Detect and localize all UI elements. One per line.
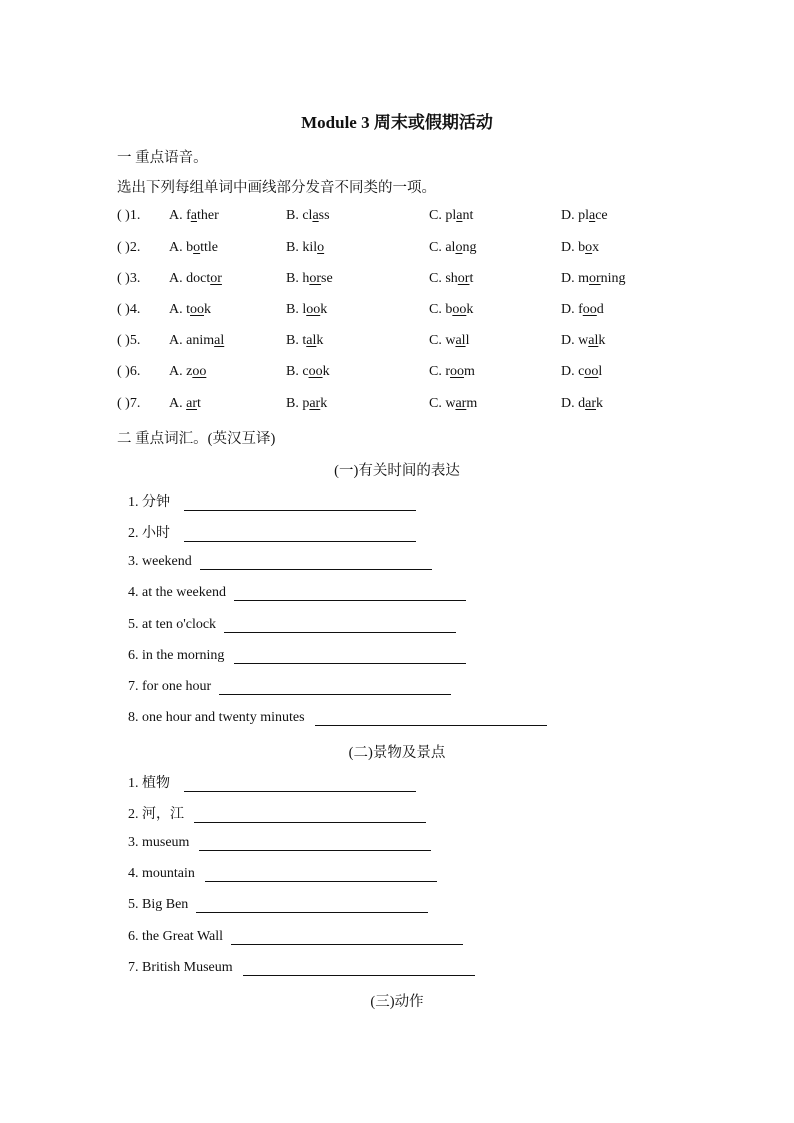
underlined-sound: al	[588, 333, 599, 348]
underlined-sound: oo	[584, 364, 599, 379]
vocab-prompt: 3. museum	[128, 835, 190, 850]
option-a: A. took	[169, 302, 211, 317]
subheading-scenery: (二)景物及景点	[348, 745, 446, 761]
option-a: A. zoo	[169, 364, 207, 379]
option-b: B. cook	[286, 364, 330, 379]
answer-blank[interactable]	[234, 649, 466, 664]
question-number: ( )1.	[117, 208, 141, 223]
underlined-sound: or	[309, 271, 322, 286]
option-c: C. wall	[429, 333, 470, 348]
vocab-item	[128, 522, 416, 542]
underlined-sound: or	[457, 271, 470, 286]
vocab-item	[128, 648, 466, 664]
underlined-sound: a	[456, 208, 463, 223]
vocab-prompt: 7. British Museum	[128, 960, 233, 975]
vocab-prompt: 4. mountain	[128, 866, 195, 881]
vocab-item	[128, 835, 431, 851]
underlined-sound: ar	[585, 396, 597, 411]
option-d: D. box	[561, 240, 600, 255]
question-number: ( )4.	[117, 302, 141, 317]
vocab-prompt: 6. in the morning	[128, 648, 225, 663]
underlined-sound: oo	[308, 364, 323, 379]
question-number: ( )3.	[117, 271, 141, 286]
underlined-sound: or	[589, 271, 601, 286]
option-b: B. class	[286, 208, 330, 223]
underlined-sound: o	[585, 240, 593, 255]
section1-instruction: 选出下列每组单词中画线部分发音不同类的一项。	[117, 180, 436, 196]
option-a: A. bottle	[169, 240, 219, 255]
question-number: ( )5.	[117, 333, 141, 348]
option-a: A. doctor	[169, 271, 222, 286]
option-b: B. talk	[286, 333, 324, 348]
page-title: Module 3 周末或假期活动	[301, 113, 493, 132]
option-d: D. walk	[561, 333, 606, 348]
option-a: A. animal	[169, 333, 225, 348]
option-c: C. room	[429, 364, 475, 379]
underlined-sound: al	[214, 333, 225, 348]
answer-blank[interactable]	[224, 618, 456, 633]
underlined-sound: o	[455, 240, 463, 255]
underlined-sound: o	[317, 240, 325, 255]
vocab-prompt: 2. 小时	[128, 526, 170, 541]
underlined-sound: oo	[452, 302, 467, 317]
answer-blank[interactable]	[205, 867, 437, 882]
question-number: ( )6.	[117, 364, 141, 379]
option-b: B. kilo	[286, 240, 325, 255]
answer-blank[interactable]	[219, 680, 451, 695]
vocab-item	[128, 960, 475, 976]
vocab-item	[128, 710, 547, 726]
option-d: D. dark	[561, 396, 604, 411]
answer-blank[interactable]	[184, 496, 416, 511]
answer-blank[interactable]	[196, 898, 428, 913]
vocab-item	[128, 897, 428, 913]
answer-blank[interactable]	[200, 555, 432, 570]
answer-blank[interactable]	[315, 711, 547, 726]
option-b: B. park	[286, 396, 328, 411]
vocab-item	[128, 554, 432, 570]
underlined-sound: ar	[309, 396, 321, 411]
underlined-sound: or	[210, 271, 222, 286]
option-b: B. look	[286, 302, 328, 317]
underlined-sound: ar	[186, 396, 198, 411]
underlined-sound: al	[455, 333, 466, 348]
underlined-sound: a	[190, 208, 197, 223]
vocab-item	[128, 585, 466, 601]
underlined-sound: ar	[455, 396, 467, 411]
vocab-prompt: 1. 分钟	[128, 495, 170, 510]
answer-blank[interactable]	[234, 586, 466, 601]
vocab-prompt: 8. one hour and twenty minutes	[128, 710, 305, 725]
vocab-item	[128, 772, 416, 792]
option-c: C. along	[429, 240, 477, 255]
option-d: D. cool	[561, 364, 603, 379]
answer-blank[interactable]	[199, 836, 431, 851]
option-b: B. horse	[286, 271, 333, 286]
vocab-item	[128, 929, 463, 945]
question-number: ( )7.	[117, 396, 141, 411]
option-c: C. book	[429, 302, 474, 317]
vocab-item	[128, 617, 456, 633]
underlined-sound: a	[589, 208, 596, 223]
answer-blank[interactable]	[243, 961, 475, 976]
vocab-prompt: 7. for one hour	[128, 679, 212, 694]
underlined-sound: a	[312, 208, 319, 223]
option-a: A. art	[169, 396, 201, 411]
underlined-sound: oo	[306, 302, 321, 317]
underlined-sound: oo	[190, 302, 204, 317]
option-a: A. father	[169, 208, 219, 223]
question-number: ( )2.	[117, 240, 141, 255]
vocab-item	[128, 491, 416, 511]
answer-blank[interactable]	[231, 930, 463, 945]
vocab-item	[128, 679, 451, 695]
underlined-sound: o	[193, 240, 201, 255]
vocab-prompt: 3. weekend	[128, 554, 192, 569]
answer-blank[interactable]	[184, 527, 416, 542]
option-d: D. morning	[561, 271, 626, 286]
subheading-time: (一)有关时间的表达	[334, 463, 460, 479]
section2-heading: 二 重点词汇。(英汉互译)	[117, 431, 276, 447]
answer-blank[interactable]	[184, 777, 416, 792]
vocab-item	[128, 803, 426, 823]
vocab-prompt: 4. at the weekend	[128, 585, 226, 600]
underlined-sound: oo	[582, 302, 597, 317]
underlined-sound: oo	[450, 364, 464, 379]
vocab-prompt: 6. the Great Wall	[128, 929, 224, 944]
answer-blank[interactable]	[194, 808, 426, 823]
vocab-prompt: 5. at ten o'clock	[128, 617, 217, 632]
vocab-item	[128, 866, 437, 882]
option-c: C. short	[429, 271, 474, 286]
vocab-prompt: 5. Big Ben	[128, 897, 189, 912]
option-d: D. place	[561, 208, 608, 223]
option-c: C. warm	[429, 396, 478, 411]
subheading-actions: (三)动作	[370, 994, 424, 1010]
section1-heading: 一 重点语音。	[117, 150, 208, 166]
option-c: C. plant	[429, 208, 474, 223]
vocab-prompt: 1. 植物	[128, 776, 170, 791]
underlined-sound: oo	[192, 364, 207, 379]
underlined-sound: al	[306, 333, 317, 348]
option-d: D. food	[561, 302, 604, 317]
vocab-prompt: 2. 河，江	[128, 807, 184, 822]
